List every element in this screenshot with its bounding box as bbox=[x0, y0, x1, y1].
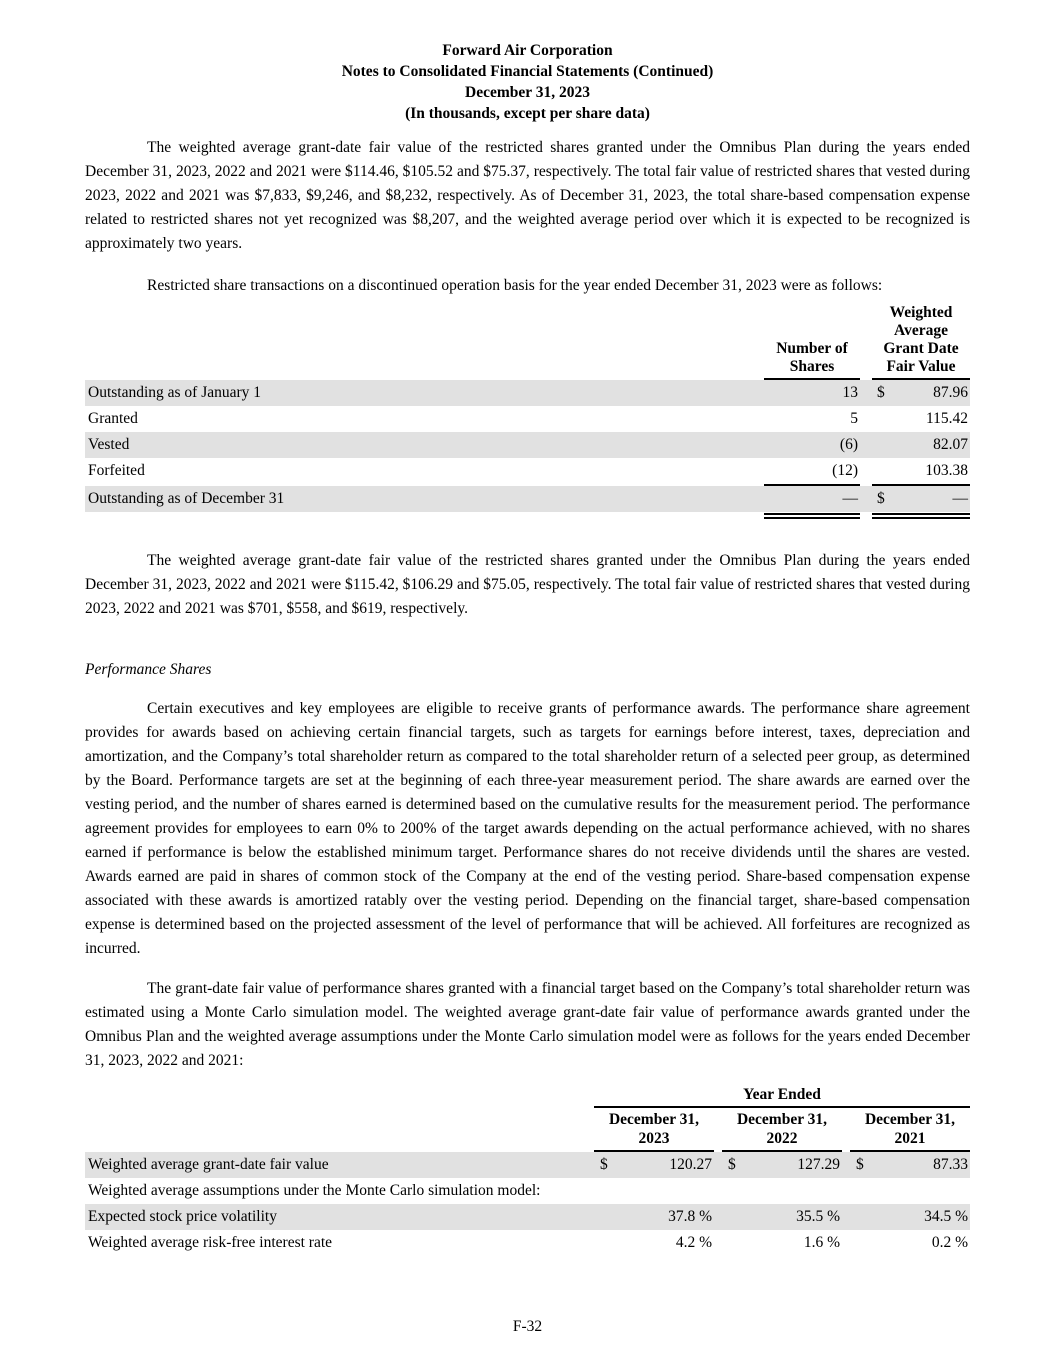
col-header-line1: December 31, bbox=[864, 1111, 956, 1128]
value-cell-2023 bbox=[594, 1204, 714, 1230]
table1-col-header-shares: Number of Shares bbox=[764, 340, 860, 380]
col-header-2022 bbox=[722, 1110, 842, 1152]
fair-value: 103.38 bbox=[925, 462, 968, 479]
table-row bbox=[85, 1204, 970, 1230]
paragraph-table1-intro: Restricted share transactions on a discontinued operation basis for the year ended December 31, 2023 were as follows: bbox=[147, 277, 883, 294]
table-row bbox=[85, 458, 970, 486]
value-cell-2023 bbox=[594, 1178, 714, 1204]
table1-col-header-fair-value: Weighted Average Grant Date Fair Value bbox=[872, 304, 970, 380]
row-label: Outstanding as of December 31 bbox=[88, 490, 285, 507]
currency-symbol bbox=[594, 1207, 600, 1227]
paragraph-performance-awards: Certain executives and key employees are eligible to receive grants of performance awards. The performance share agreement provides for awards based on achieving certain financial targets, such as targets for earnings before interest, taxes, depreciation and amortization, and the Company’s total shareholder return as compared to the total shareholder return of a selected peer group, as determined by the Board. Performance targets are set at the beginning of each three-year measurement period. The share awards are earned over the vesting period, and the number of shares earned is determined based on the cumulative results for the measurement period. The performance agreement provides for employees to earn 0% to 200% of the target awards depending on the actual performance achieved, with no shares earned if performance is below the established minimum target. Performance shares do not receive dividends until the shares are vested. Awards earned are paid in shares of common stock of the Company at the end of the vesting period. Share-based compensation expense associated with these awards is amortized ratably over the vesting period. Depending on the financial target, share-based compensation expense is determined based on the projected assessment of the level of performance that will be achieved. All forfeitures are recognized as incurred. bbox=[85, 700, 970, 957]
value-cell-2021 bbox=[850, 1152, 970, 1178]
table1-col-gap bbox=[860, 432, 872, 458]
currency-symbol: $ bbox=[877, 490, 885, 507]
value-cell-2023 bbox=[594, 1152, 714, 1178]
row-label: Weighted average assumptions under the Monte Carlo simulation model: bbox=[88, 1182, 541, 1199]
col-header-line1: December 31, bbox=[608, 1111, 700, 1128]
document-header bbox=[85, 40, 970, 124]
currency-symbol bbox=[872, 435, 877, 455]
currency-symbol bbox=[764, 435, 769, 455]
fair-value-cell bbox=[872, 406, 970, 432]
fair-value: 115.42 bbox=[925, 410, 968, 427]
cell-value: 37.8 % bbox=[668, 1208, 712, 1225]
cell-value: 1.6 % bbox=[803, 1234, 840, 1251]
shares-cell bbox=[764, 486, 860, 512]
table2-header-spacer bbox=[85, 1085, 586, 1108]
document-subtitle: Notes to Consolidated Financial Statements (Continued) bbox=[341, 63, 714, 80]
paragraph-monte-carlo-intro: The grant-date fair value of performance shares granted with a financial target based on the Company’s total shareholder return was estimated using a Monte Carlo simulation model. The weighted average grant-date fair value of performance awards granted under the Omnibus Plan and the weighted average assumptions under the Monte Carlo simulation model were as follows for the years ended December 31, 2023, 2022 and 2021: bbox=[85, 980, 970, 1069]
col-header-2021 bbox=[850, 1110, 970, 1152]
currency-symbol bbox=[764, 489, 769, 509]
table2-header-row bbox=[85, 1110, 970, 1152]
currency-symbol: $ bbox=[877, 384, 885, 401]
row-label: Outstanding as of January 1 bbox=[88, 384, 262, 401]
monte-carlo-table bbox=[85, 1085, 970, 1256]
cell-value: 4.2 % bbox=[675, 1234, 712, 1251]
currency-symbol bbox=[850, 1181, 856, 1201]
col-header-line2: 2023 bbox=[638, 1130, 670, 1147]
cell-value: 0.2 % bbox=[931, 1234, 968, 1251]
shares-cell bbox=[764, 406, 860, 432]
col-header-2023 bbox=[594, 1110, 714, 1152]
fair-value: 82.07 bbox=[933, 436, 968, 453]
row-label: Weighted average risk-free interest rate bbox=[88, 1234, 333, 1251]
currency-symbol bbox=[722, 1181, 728, 1201]
table1-col-gap bbox=[860, 513, 872, 519]
shares-value: — bbox=[842, 490, 858, 507]
company-name: Forward Air Corporation bbox=[442, 42, 613, 59]
currency-symbol bbox=[764, 383, 769, 403]
currency-symbol bbox=[850, 1233, 856, 1253]
document-date: December 31, 2023 bbox=[465, 84, 590, 101]
currency-symbol: $ bbox=[600, 1156, 608, 1173]
col-header-line2: 2022 bbox=[766, 1130, 798, 1147]
double-rule bbox=[764, 513, 860, 519]
table-row bbox=[85, 1178, 970, 1204]
paragraph-grant-date-values: The weighted average grant-date fair value of the restricted shares granted under the Omnibus Plan during the years ended December 31, 2023, 2022 and 2021 were $115.42, $106.29 and $75.05, respectively. The total fair value of restricted shares that vested during 2023, 2022 and 2021 was $701, $558, and $619, respectively. bbox=[85, 552, 970, 617]
table1-total-rule-row bbox=[85, 513, 970, 519]
table1-col-gap bbox=[860, 458, 872, 486]
value-cell-2022 bbox=[722, 1230, 842, 1256]
fair-value: 87.96 bbox=[933, 384, 968, 401]
page-number: F-32 bbox=[512, 1318, 543, 1335]
currency-symbol bbox=[850, 1207, 856, 1227]
currency-symbol: $ bbox=[856, 1156, 864, 1173]
table-row bbox=[85, 406, 970, 432]
fair-value: — bbox=[952, 490, 968, 507]
cell-value: 87.33 bbox=[933, 1156, 968, 1173]
currency-symbol bbox=[594, 1233, 600, 1253]
row-label: Forfeited bbox=[88, 462, 145, 479]
currency-symbol bbox=[872, 461, 877, 481]
shares-cell bbox=[764, 432, 860, 458]
fair-value-cell bbox=[872, 380, 970, 406]
fair-value-cell bbox=[872, 432, 970, 458]
col-header-line2: 2021 bbox=[894, 1130, 926, 1147]
row-label: Expected stock price volatility bbox=[88, 1208, 277, 1225]
row-label: Granted bbox=[88, 410, 138, 427]
cell-value: 127.29 bbox=[797, 1156, 840, 1173]
table-row bbox=[85, 1152, 970, 1178]
shares-value: 5 bbox=[850, 410, 858, 427]
col-header-line1: December 31, bbox=[736, 1111, 828, 1128]
row-label: Weighted average grant-date fair value bbox=[88, 1156, 329, 1173]
currency-symbol bbox=[764, 409, 769, 429]
shares-value: (12) bbox=[832, 462, 858, 479]
shares-value: (6) bbox=[839, 436, 858, 453]
value-cell-2022 bbox=[722, 1152, 842, 1178]
row-label: Vested bbox=[88, 436, 130, 453]
value-cell-2023 bbox=[594, 1230, 714, 1256]
currency-symbol bbox=[722, 1207, 728, 1227]
cell-value: 34.5 % bbox=[924, 1208, 968, 1225]
fair-value-cell bbox=[872, 486, 970, 512]
double-rule bbox=[872, 513, 970, 519]
table2-span-header-row bbox=[85, 1085, 970, 1108]
table1-col-gap bbox=[860, 406, 872, 432]
shares-cell bbox=[764, 380, 860, 406]
table1-col-gap bbox=[860, 486, 872, 512]
value-cell-2022 bbox=[722, 1178, 842, 1204]
units-note: (In thousands, except per share data) bbox=[405, 105, 650, 122]
currency-symbol bbox=[872, 409, 877, 429]
table-row bbox=[85, 1230, 970, 1256]
shares-value: 13 bbox=[842, 384, 858, 401]
value-cell-2021 bbox=[850, 1204, 970, 1230]
table-row bbox=[85, 486, 970, 512]
currency-symbol bbox=[594, 1181, 600, 1201]
currency-symbol bbox=[764, 461, 769, 481]
restricted-share-table bbox=[85, 304, 970, 519]
value-cell-2021 bbox=[850, 1230, 970, 1256]
value-cell-2022 bbox=[722, 1204, 842, 1230]
table-row bbox=[85, 380, 970, 406]
fair-value-cell bbox=[872, 458, 970, 486]
cell-value: 35.5 % bbox=[796, 1208, 840, 1225]
cell-value: 120.27 bbox=[669, 1156, 712, 1173]
rule-spacer bbox=[85, 513, 764, 519]
table-row bbox=[85, 432, 970, 458]
currency-symbol: $ bbox=[728, 1156, 736, 1173]
year-ended-header: Year Ended bbox=[594, 1085, 970, 1108]
table1-header-row bbox=[85, 304, 970, 380]
paragraph-restricted-shares: The weighted average grant-date fair value of the restricted shares granted under the Omnibus Plan during the years ended December 31, 2023, 2022 and 2021 were $114.46, $105.52 and $75.37, respectively. The total fair value of restricted shares that vested during 2023, 2022 and 2021 was $7,833, $9,246, and $8,232, respectively. As of December 31, 2023, the total share-based compensation expense related to restricted shares not yet recognized was $8,207, and the weighted average period over which it is expected to be recognized is approximately two years. bbox=[85, 139, 970, 252]
page-content bbox=[85, 40, 970, 1256]
table1-col-gap bbox=[860, 380, 872, 406]
shares-cell bbox=[764, 458, 860, 486]
currency-symbol bbox=[722, 1233, 728, 1253]
value-cell-2021 bbox=[850, 1178, 970, 1204]
section-heading-performance-shares: Performance Shares bbox=[85, 661, 212, 678]
